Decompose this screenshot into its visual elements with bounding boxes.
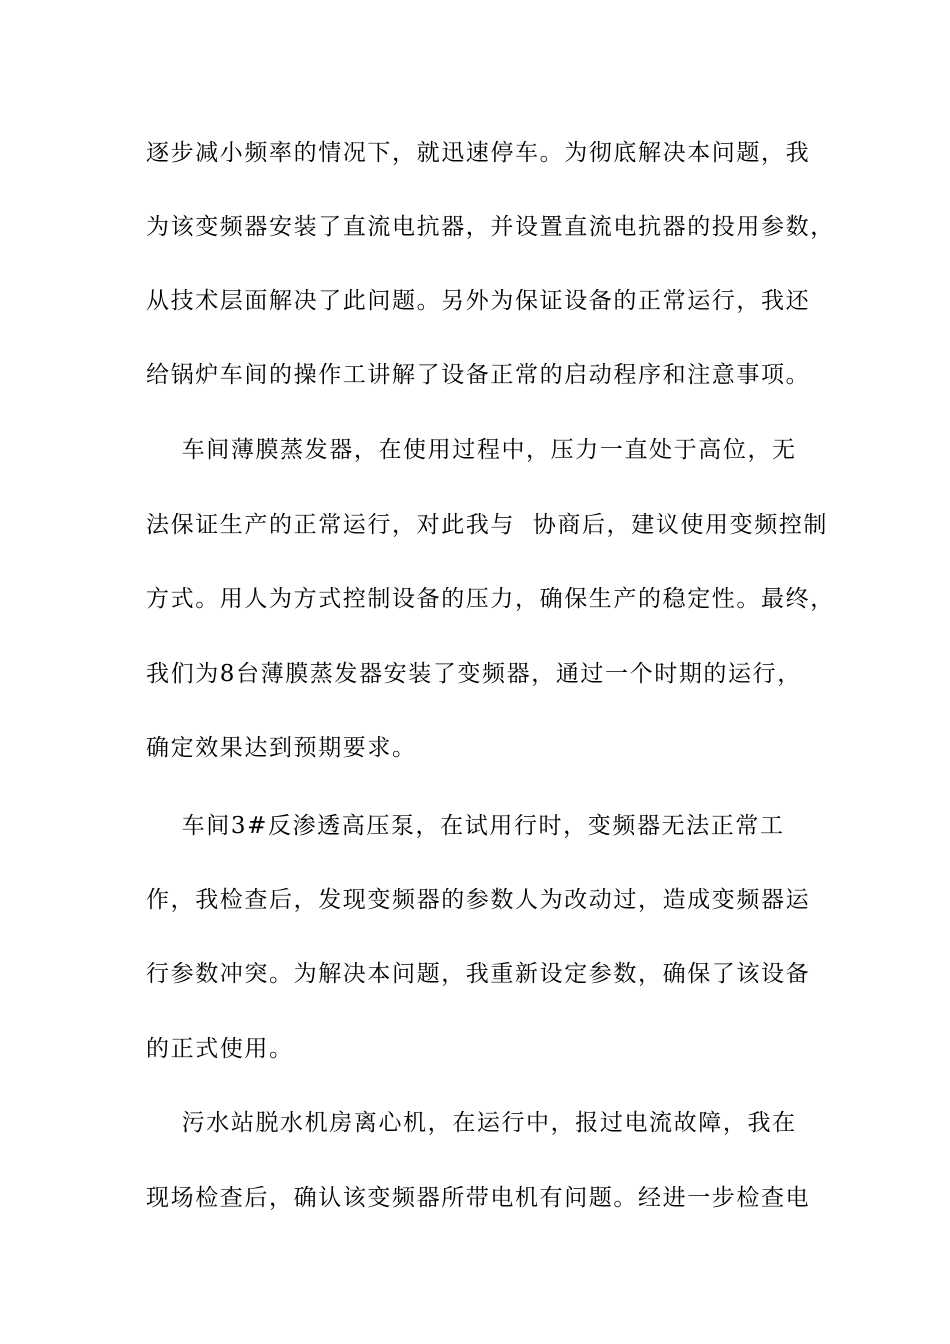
text-line: 我们为8台薄膜蒸发器安装了变频器，通过一个时期的运行， — [146, 661, 802, 687]
text-line: 逐步减小频率的情况下，就迅速停车。为彻底解决本问题，我 — [146, 140, 811, 166]
text-line: 行参数冲突。为解决本问题，我重新设定参数，确保了该设备 — [146, 961, 811, 987]
text-line: 现场检查后，确认该变频器所带电机有问题。经进一步检查电 — [146, 1185, 811, 1211]
text-line: 方式。用人为方式控制设备的压力，确保生产的稳定性。最终， — [146, 586, 835, 612]
text-line: 法保证生产的正常运行，对此我与 协商后，建议使用变频控制 — [146, 512, 829, 538]
paragraph-start-line: 车间薄膜蒸发器，在使用过程中，压力一直处于高位，无 — [146, 437, 797, 463]
text-line: 的正式使用。 — [146, 1036, 294, 1062]
text-line: 作，我检查后，发现变频器的参数人为改动过，造成变频器运 — [146, 887, 811, 913]
text-line: 确定效果达到预期要求。 — [146, 735, 417, 761]
text-line: 为该变频器安装了直流电抗器，并设置直流电抗器的投用参数， — [146, 214, 835, 240]
text-line: 从技术层面解决了此问题。另外为保证设备的正常运行，我还 — [146, 288, 811, 314]
paragraph-start-line: 污水站脱水机房离心机，在运行中，报过电流故障，我在 — [146, 1110, 797, 1136]
text-line: 给锅炉车间的操作工讲解了设备正常的启动程序和注意事项。 — [146, 362, 811, 388]
paragraph-start-line: 车间3#反渗透高压泵，在试用行时，变频器无法正常工 — [146, 813, 785, 839]
